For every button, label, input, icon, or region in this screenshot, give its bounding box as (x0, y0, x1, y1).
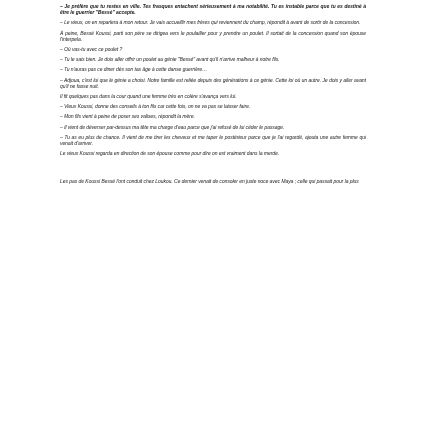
paragraph-13: Le vieux Koussi regarda en direction de son épouse comme pour dire on est vraiment dans la merde. (60, 151, 280, 158)
paragraph-10: – Mon fils vient à peine de poser ses valises, répondit la mère. (60, 114, 195, 121)
paragraph-11: – Il vient de déverser par-dessus ma tête ma charge d'eau parce que j'ai refusé de lui céder le passage. (60, 124, 285, 131)
paragraph-8: Il fit quelques pas dans la cour quand une femme très en colère s'avança vers lui. (60, 94, 237, 101)
paragraph-4: – Où vas-tu avec ce poulet ? (60, 47, 123, 54)
paragraph-12: – Tu as eu plus de chance. Il vient de me tirer les cheveux et me taper le postérieur parce que je l'ai regardé, ajouta une autre femme qui venait d'arriver. (60, 134, 366, 148)
paragraph-7: – Adjoua, c'est lui que le génie a choisi. Notre famille est reliée depuis des générations à ce génie. Cette loi où un autre. Je dois y aller avant qu'il ne fasse nuit. (60, 77, 366, 90)
paragraph-3: À peine, Bessé Koussi, parti son père se dirigea vers le poulailler pour y prendre un poulet. Il sortait de la concession quand son épouse l'interpela. (60, 30, 366, 43)
paragraph-2: – Le vieux, on en reparlera à mon retour. Je vais accueillir mes frères qui reviennent du champ, répondit à avant de sortir de la concession. (60, 20, 361, 27)
paragraph-1: – Je préfère que tu restes en ville. Tes frasques entachent sérieusement à ma notabilité. Tu es instable parce que tu es destiné à être le guerrier "Bessé" accepte. (60, 4, 366, 17)
paragraph-14: Les pas de Koussi Bessé l'ont conduit chez Loukou. Ce dernier venait de consoler en juste noce avec Maya ; celle qui passait pour la plus (60, 179, 359, 186)
paragraph-9: – Vieux Koussi, donne des conseils à ton fils car cette fois, on ne va pas se laisser faire. (60, 104, 251, 111)
paragraph-6: – Tu n'auras pas ce diner dès son tas âge à cette danse guerrière… (60, 67, 208, 74)
section-gap (60, 161, 366, 179)
document-page (60, 4, 366, 420)
paragraph-5: – Tu le sais bien. Je dois aller offrir un poulet au génie "Bessé" avant qu'il n'arrive malheur à notre fils. (60, 57, 280, 64)
